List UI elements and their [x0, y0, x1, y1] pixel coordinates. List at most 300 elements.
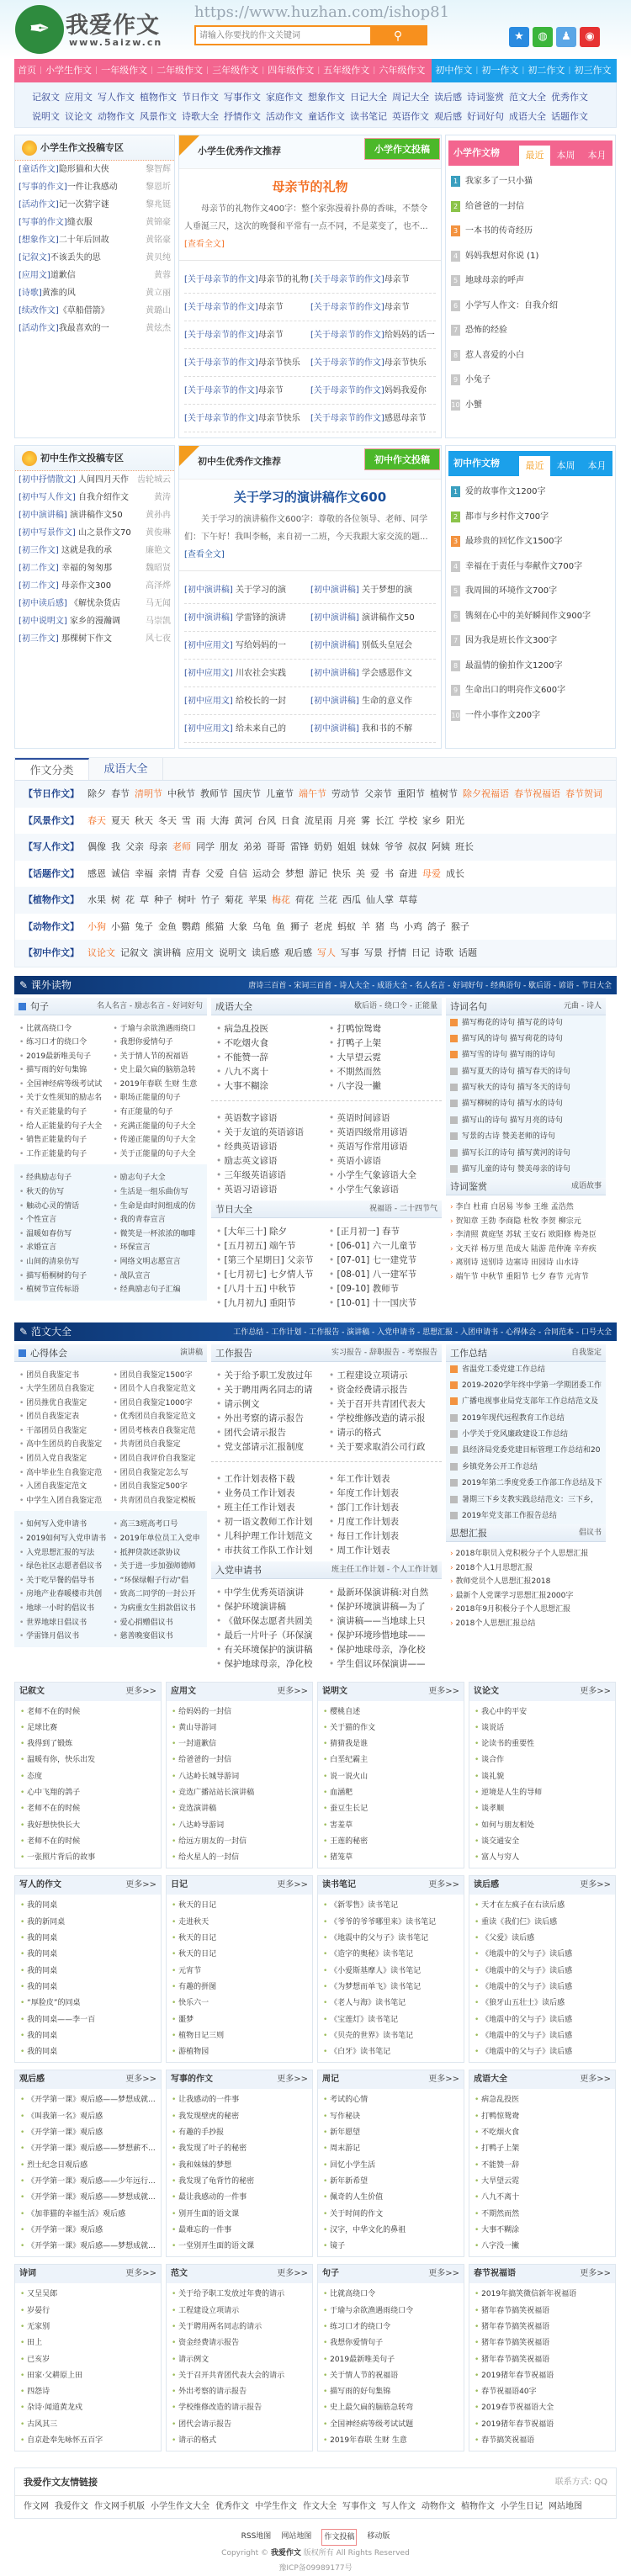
item-title[interactable]: 母亲节 — [257, 331, 284, 340]
category-link[interactable]: 梦想 — [285, 867, 304, 879]
category-link[interactable]: 小鸡 — [404, 920, 422, 932]
list-item[interactable]: • 关于聘用两名同志的请示 — [167, 2319, 312, 2335]
item-tag[interactable]: [关于母亲节的作文] — [184, 358, 258, 368]
category-link[interactable]: 小猫 — [111, 920, 130, 932]
item-title[interactable]: 二十年后回故 — [58, 236, 109, 245]
list-item[interactable]: • 快乐六一 — [167, 1996, 312, 2012]
category-link[interactable]: 花 — [125, 894, 135, 905]
list-item[interactable]: • 山间的清泉仿写 — [19, 1255, 111, 1269]
list-item[interactable]: • 说一说火山 — [318, 1769, 464, 1785]
item-title[interactable]: 2019年党支部工作报告总结 — [462, 1512, 557, 1521]
list-item[interactable]: • 《地震中的父与子》读后感 — [469, 2044, 615, 2060]
ranking-item[interactable] — [446, 219, 615, 244]
list-item[interactable]: • 团员入党自我鉴定 — [19, 1452, 111, 1466]
list-item[interactable]: • 《狼牙山五壮士》读后感 — [469, 1996, 615, 2012]
category-link[interactable]: 阿姨 — [432, 841, 450, 852]
category-link[interactable]: 老虎 — [314, 920, 332, 932]
category-link[interactable]: 兔子 — [135, 920, 153, 932]
category-link[interactable]: 说明文 — [219, 947, 247, 958]
category-link[interactable]: 中秋节 — [167, 788, 195, 799]
rank-title[interactable]: 一件小事作文200字 — [465, 710, 541, 720]
item-title[interactable]: 家乡的漫瀚调 — [66, 617, 120, 626]
item-tag[interactable]: [童话作文] — [19, 165, 59, 174]
box-title[interactable]: 句子 — [322, 2269, 339, 2279]
list-item[interactable]: • 足球比赛 — [15, 1720, 161, 1736]
list-item[interactable]: • 一封道歉信 — [167, 1736, 312, 1752]
category-link[interactable]: 写景 — [364, 947, 383, 958]
category-link[interactable]: 自信 — [229, 867, 247, 879]
item-tag[interactable]: [初中写人作文] — [19, 493, 76, 502]
list-item[interactable] — [184, 321, 310, 348]
panel-links[interactable]: 演讲稿 — [179, 1348, 203, 1357]
list-item[interactable]: • 重读《我们仨》读后感 — [469, 1915, 615, 1931]
rank-title[interactable]: 妈妈我想对你说 (1) — [465, 251, 539, 261]
list-item[interactable]: • 英语时间谚语 — [329, 1111, 439, 1126]
panel-title-text[interactable]: 入党申请书 — [215, 1564, 262, 1576]
friend-link[interactable]: 作文大全 — [303, 2502, 337, 2512]
list-item[interactable]: • 有趣的拼图 — [167, 1980, 312, 1996]
list-item[interactable]: • 关于女性须知的励志名 — [19, 1091, 111, 1105]
list-item[interactable]: • 关于要求取消公司行政 — [329, 1440, 439, 1455]
item-link[interactable] — [19, 630, 112, 648]
list-item[interactable]: • 经典英语谚语 — [216, 1140, 326, 1154]
category-link[interactable]: 月亮 — [337, 814, 356, 826]
list-item[interactable]: • 给火星人的一封信 — [167, 1850, 312, 1866]
list-item[interactable]: • 如何与朋友相处 — [469, 1818, 615, 1834]
list-item[interactable] — [310, 294, 437, 321]
item-link[interactable] — [19, 595, 120, 612]
list-item[interactable]: • 天才在左疯子在右读后感 — [469, 1898, 615, 1914]
box-title[interactable]: 议论文 — [474, 1686, 499, 1696]
friend-link[interactable]: 作文网手机版 — [94, 2502, 145, 2512]
search-input[interactable] — [196, 27, 370, 44]
list-item[interactable] — [446, 1411, 606, 1427]
more-link[interactable]: 更多>> — [125, 2269, 156, 2279]
list-item[interactable]: • 入党思想汇报的写法 — [19, 1546, 111, 1561]
subnav-link[interactable]: 成语大全 — [509, 111, 546, 122]
list-item[interactable] — [15, 559, 174, 577]
category-link[interactable]: 父亲 — [125, 841, 144, 852]
reading-links[interactable]: 唐诗三百首 - 宋词三百首 - 诗人大全 - 成语大全 - 名人名言 - 好词好句 - 经典语句 - 歇后语 - 谚语 - 节日大全 — [248, 982, 612, 990]
category-link[interactable]: 长江 — [375, 814, 394, 826]
category-link[interactable]: 教师节 — [200, 788, 228, 799]
list-item[interactable]: • 绿色社区志愿者倡议书 — [19, 1560, 111, 1574]
item-title[interactable]: 母亲节快乐 — [384, 358, 427, 368]
panel-title-text[interactable]: 工作报告 — [215, 1347, 252, 1359]
list-item[interactable]: • [07-01] 七一建党节 — [329, 1254, 439, 1268]
category-link[interactable]: 草 — [140, 894, 149, 905]
list-item[interactable]: • 我发现壁虎的秘密 — [167, 2109, 312, 2125]
list-item[interactable]: • 我想你爱情句子 — [114, 1036, 205, 1050]
list-item[interactable]: • 《开学第一课》观后感——梦想薪不... — [15, 2141, 161, 2157]
item-link[interactable] — [19, 542, 112, 559]
list-item[interactable]: › 离别诗 送别诗 边塞诗 田园诗 山水诗 — [446, 1256, 606, 1270]
item-title[interactable]: 《草船借箭》 — [58, 306, 109, 315]
category-link[interactable]: 狮子 — [290, 920, 309, 932]
featured-title[interactable]: 关于学习的演讲稿作文600 — [233, 490, 387, 505]
featured-title[interactable]: 母亲节的礼物 — [272, 179, 348, 194]
list-item[interactable]: • 打鸭惊鸳鸯 — [469, 2109, 615, 2125]
ranking-tab[interactable]: 本周 — [556, 460, 575, 471]
list-item[interactable] — [15, 595, 174, 612]
list-item[interactable] — [184, 687, 310, 714]
list-item[interactable]: • 新年愿望 — [318, 2125, 464, 2141]
list-item[interactable]: • 不能赞一辞 — [216, 1051, 326, 1065]
item-title[interactable]: 母亲作文300 — [58, 581, 112, 591]
item-link[interactable] — [19, 284, 76, 302]
panel-title[interactable] — [450, 1178, 487, 1195]
list-item[interactable]: • 保护环境演讲稿—为了 — [329, 1600, 439, 1614]
category-link[interactable]: 金鱼 — [158, 920, 177, 932]
nav-item[interactable]: 六年级作文 — [379, 65, 426, 76]
ranking-item[interactable] — [446, 294, 615, 319]
category-link[interactable]: 班长 — [455, 841, 474, 852]
subnav-link[interactable]: 活动作文 — [266, 111, 303, 122]
list-item[interactable]: • 一张照片背后的故事 — [15, 1850, 161, 1866]
item-tag[interactable]: [记叙文] — [19, 253, 50, 262]
rank-title[interactable]: 最温情的偷拍作文1200字 — [465, 660, 563, 671]
item-tag[interactable]: [关于母亲节的作文] — [184, 275, 258, 284]
list-item[interactable] — [310, 377, 437, 404]
footer-link[interactable]: 网站地图 — [281, 2532, 312, 2542]
list-item[interactable]: • 猪年春节搞笑祝福语 — [469, 2335, 615, 2351]
list-item[interactable] — [184, 349, 310, 376]
item-tag[interactable]: [关于母亲节的作文] — [310, 386, 384, 395]
item-title[interactable]: 小学关于党风廉政建设工作总结 — [462, 1430, 569, 1439]
list-item[interactable]: • 业务员工作计划表 — [216, 1487, 326, 1501]
list-item[interactable]: • 我的同桌 — [15, 2028, 161, 2044]
list-item[interactable]: • 描写雨的好句集锦 — [19, 1063, 111, 1078]
submit-essay-button[interactable]: 初中作文投稿 — [364, 448, 440, 470]
item-link[interactable] — [19, 320, 109, 337]
list-item[interactable]: › 2018年职员入党积极分子个人思想汇报 — [446, 1547, 606, 1561]
item-tag[interactable]: [初中写景作文] — [19, 528, 76, 538]
list-item[interactable]: • 团员自我鉴定表 — [19, 1410, 111, 1424]
box-title[interactable]: 范文 — [171, 2269, 188, 2279]
category-link[interactable]: 家乡 — [422, 814, 441, 826]
subnav-link[interactable]: 诗歌大全 — [182, 111, 219, 122]
item-link[interactable] — [19, 267, 76, 284]
category-link[interactable]: 春节祝福语 — [514, 788, 560, 799]
panel-links[interactable]: 元曲 - 诗人 — [564, 1001, 602, 1010]
category-link[interactable]: 兰花 — [319, 894, 337, 905]
list-item[interactable]: • 《加菲猫的幸福生活》观后感 — [15, 2207, 161, 2223]
list-item[interactable]: • 《白牙》读书笔记 — [318, 2044, 464, 2060]
item-title[interactable]: 黄淮的风 — [41, 289, 76, 298]
list-item[interactable]: • 春节搞笑祝福语 — [469, 2433, 615, 2449]
list-item[interactable] — [15, 612, 174, 630]
list-item[interactable]: • 给妈妈的一封信 — [167, 1704, 312, 1720]
list-item[interactable]: • 大事不糊涂 — [216, 1079, 326, 1094]
category-link[interactable]: 游记 — [309, 867, 327, 879]
more-link[interactable]: 更多>> — [277, 1880, 308, 1890]
list-item[interactable] — [15, 302, 174, 320]
list-item[interactable]: • 2019年春联 生财 生意 — [318, 2433, 464, 2449]
list-item[interactable]: • 有关正能量的句子 — [19, 1105, 111, 1120]
friend-link[interactable]: 动物作文 — [422, 2502, 455, 2512]
list-item[interactable]: • 考试的心情 — [318, 2092, 464, 2108]
list-item[interactable]: • 自京赴奉先咏怀五百字 — [15, 2433, 161, 2449]
list-item[interactable] — [310, 687, 437, 714]
item-title[interactable]: 生命的意义作 — [358, 697, 412, 706]
list-item[interactable]: › 李白 杜甫 白居易 岑参 王维 孟浩然 — [446, 1201, 606, 1215]
list-item[interactable]: • 竞选演讲稿 — [167, 1801, 312, 1817]
item-title[interactable]: 乡镇党务公开工作总结 — [462, 1462, 538, 1471]
footer-site-name[interactable]: 我爱作文 — [270, 2549, 301, 2558]
list-item[interactable]: • 请示的格式 — [167, 2433, 312, 2449]
category-link[interactable]: 朋友 — [220, 841, 238, 852]
list-item[interactable]: • [08-01] 八一建军节 — [329, 1268, 439, 1282]
category-link[interactable]: 感恩 — [87, 867, 106, 879]
friend-link[interactable]: 小学生作文大全 — [151, 2502, 209, 2512]
category-link[interactable]: 春节贺词 — [565, 788, 602, 799]
item-title[interactable]: 母亲节的礼物 — [257, 275, 309, 284]
list-item[interactable]: • 资金经费请示报告 — [329, 1383, 439, 1397]
item-title[interactable]: 描写风的诗句 描写荷花的诗句 — [462, 1034, 563, 1043]
list-item[interactable]: • 传递正能量的句子大全 — [114, 1133, 205, 1148]
ranking-item[interactable] — [446, 268, 615, 294]
list-item[interactable]: • 逆境是人生的导师 — [469, 1785, 615, 1801]
item-tag[interactable]: [关于母亲节的作文] — [310, 275, 384, 284]
category-link[interactable]: 植树节 — [430, 788, 458, 799]
panel-title-text[interactable]: 工作总结 — [450, 1347, 487, 1359]
item-link[interactable] — [19, 489, 129, 506]
list-item[interactable] — [184, 266, 310, 293]
list-item[interactable]: • 《做环保志愿者共圆美 — [216, 1614, 326, 1629]
item-tag[interactable]: [初中应用文] — [184, 697, 233, 706]
list-item[interactable]: • 《地震中的父与子》读书笔记 — [318, 1931, 464, 1947]
ranking-tab[interactable]: 最近 — [519, 456, 550, 476]
list-item[interactable]: • 《老人与海》读书笔记 — [318, 1996, 464, 2012]
category-label[interactable]: 【动物作文】 — [24, 920, 79, 932]
rank-title[interactable]: 镌刻在心中的美好瞬间作文900字 — [465, 611, 591, 621]
list-item[interactable]: • 年度工作计划表 — [329, 1487, 439, 1501]
item-link[interactable] — [19, 559, 112, 577]
list-item[interactable]: • [06-01] 六一儿童节 — [329, 1239, 439, 1254]
list-item[interactable]: • 我心中的平安 — [469, 1704, 615, 1720]
list-item[interactable]: • 打鸭子上架 — [329, 1036, 439, 1051]
list-item[interactable] — [310, 632, 437, 659]
category-link[interactable]: 同学 — [196, 841, 215, 852]
ranking-tab[interactable]: 本月 — [587, 150, 607, 161]
item-tag[interactable]: [想象作文] — [19, 236, 59, 245]
list-item[interactable]: • 我得到了锻炼 — [15, 1736, 161, 1752]
item-title[interactable]: 给校长的一封 — [232, 697, 286, 706]
list-item[interactable]: • 《开学第一课》观后感——少年远行... — [15, 2174, 161, 2190]
list-item[interactable]: • 2019如何写入党申请书 — [19, 1532, 111, 1546]
item-title[interactable]: 母亲节 — [257, 386, 284, 395]
nav-item[interactable]: 小学生作文 — [45, 65, 93, 76]
read-more-link[interactable]: [查看全文] — [184, 240, 225, 249]
item-tag[interactable]: [初三作文] — [19, 546, 59, 555]
item-title[interactable]: 县经济局党委党建目标管理工作总结和20 — [462, 1446, 601, 1455]
list-item[interactable]: • 已亥岁 — [15, 2352, 161, 2368]
list-item[interactable]: • 学校维修改造的请示报告 — [167, 2400, 312, 2416]
list-item[interactable]: • 《爷爷的爷爷哪里来》读书笔记 — [318, 1915, 464, 1931]
item-tag[interactable]: [关于母亲节的作文] — [184, 303, 258, 312]
category-link[interactable]: 父爱 — [205, 867, 224, 879]
list-item[interactable]: • 外出考察的请示报告 — [216, 1412, 326, 1426]
category-label[interactable]: 【初中作文】 — [24, 947, 79, 958]
list-item[interactable]: • 每日工作计划表 — [329, 1529, 439, 1544]
list-item[interactable]: • 团员自我评价自我鉴定 — [114, 1452, 205, 1466]
list-item[interactable]: • 《造字的奥秘》读书笔记 — [318, 1947, 464, 1963]
category-link[interactable]: 秋天 — [135, 814, 153, 826]
category-link[interactable]: 书 — [384, 867, 394, 879]
category-link[interactable]: 乌龟 — [252, 920, 271, 932]
category-link[interactable]: 抒情 — [388, 947, 406, 958]
list-item[interactable] — [15, 630, 174, 648]
search-button[interactable] — [370, 27, 426, 44]
item-link[interactable] — [19, 506, 123, 524]
list-item[interactable]: • 给爸爸的一封信 — [167, 1752, 312, 1768]
list-item[interactable]: • 植树节宣传标语 — [19, 1283, 111, 1297]
list-item[interactable] — [15, 506, 174, 524]
item-tag[interactable]: [初中应用文] — [184, 669, 233, 678]
list-item[interactable]: • 有正能量的句子 — [114, 1105, 205, 1120]
list-item[interactable]: • 血涵粑 — [318, 1785, 464, 1801]
list-item[interactable]: • 三年级英语谚语 — [216, 1169, 326, 1183]
category-link[interactable]: 树叶 — [178, 894, 196, 905]
item-title[interactable]: 山之景作文70 — [75, 528, 131, 538]
list-item[interactable]: • 2019最新唯美句子 — [318, 2352, 464, 2368]
list-item[interactable]: • 八九不离十 — [216, 1065, 326, 1079]
item-title[interactable]: 母亲节快乐 — [257, 414, 300, 423]
list-item[interactable] — [310, 604, 437, 631]
list-item[interactable]: • 猪年春节搞笑祝福语 — [469, 2319, 615, 2335]
list-item[interactable]: • 写作秘诀 — [318, 2109, 464, 2125]
item-title[interactable]: 关于梦想的演 — [358, 586, 412, 595]
panel-title[interactable] — [215, 1201, 252, 1217]
list-item[interactable]: • 竞选广播站站长演讲稿 — [167, 1785, 312, 1801]
item-tag[interactable]: [初中抒情散文] — [19, 475, 76, 485]
list-item[interactable] — [446, 1162, 606, 1178]
subnav-link[interactable]: 读后感 — [434, 92, 462, 103]
list-item[interactable]: • [大年三十] 除夕 — [216, 1225, 326, 1239]
category-link[interactable]: 母爱 — [422, 867, 441, 879]
category-link[interactable]: 亲情 — [158, 867, 177, 879]
pen-logo-icon[interactable]: ✒ — [15, 5, 64, 54]
item-title[interactable]: 川农社会实践 — [232, 669, 286, 678]
item-title[interactable]: 学会感恩作文 — [358, 669, 412, 678]
list-item[interactable]: › 2018个人思想汇报总结 — [446, 1617, 606, 1631]
category-link[interactable]: 议论文 — [87, 947, 115, 958]
item-title[interactable]: 学雷锋的演讲 — [232, 613, 286, 623]
list-item[interactable]: • 市扶贫工作队工作计划 — [216, 1544, 326, 1558]
list-item[interactable]: • 团员自我鉴定书 — [19, 1369, 111, 1383]
list-item[interactable]: • 我的同桌 — [15, 1964, 161, 1980]
rank-title[interactable]: 给爸爸的一封信 — [465, 201, 524, 211]
category-link[interactable]: 大海 — [210, 814, 229, 826]
list-item[interactable]: • 部门工作计划表 — [329, 1501, 439, 1515]
category-link[interactable]: 哥哥 — [267, 841, 285, 852]
item-title[interactable]: 母亲节 — [384, 275, 410, 284]
list-item[interactable]: • 猪年春节搞笑祝福语 — [469, 2352, 615, 2368]
list-item[interactable]: • 我的青春宣言 — [114, 1213, 205, 1227]
category-link[interactable]: 弟弟 — [243, 841, 262, 852]
item-title[interactable]: 演讲稿作文50 — [66, 511, 123, 520]
category-tab[interactable]: 作文分类 — [15, 758, 89, 780]
ranking-tab[interactable]: 本月 — [587, 460, 607, 471]
category-link[interactable]: 奋进 — [399, 867, 417, 879]
list-item[interactable]: • 班主任工作计划表 — [216, 1501, 326, 1515]
item-title[interactable]: 描写夏天的诗句 描写春天的诗句 — [462, 1067, 570, 1076]
list-item[interactable]: • 不吃烟火食 — [216, 1036, 326, 1051]
nav-item[interactable]: 一年级作文 — [101, 65, 148, 76]
item-title[interactable]: 描写梅花的诗句 描写花的诗句 — [462, 1018, 563, 1027]
ranking-item[interactable] — [446, 654, 615, 679]
category-link[interactable]: 记叙文 — [120, 947, 148, 958]
box-title[interactable]: 读后感 — [474, 1880, 499, 1890]
ranking-item[interactable] — [446, 393, 615, 418]
list-item[interactable]: • 猜猜我是谁 — [318, 1736, 464, 1752]
panel-links[interactable]: 祝福语 - 二十四节气 — [369, 1204, 437, 1213]
list-item[interactable] — [15, 524, 174, 542]
more-link[interactable]: 更多>> — [580, 1686, 611, 1696]
box-title[interactable]: 成语大全 — [474, 2075, 507, 2085]
list-item[interactable]: • 保护环境珍惜地球—— — [329, 1629, 439, 1643]
list-item[interactable]: • 于瑜与余欲渔遇雨绕口令 — [318, 2303, 464, 2319]
category-link[interactable]: 奶奶 — [314, 841, 332, 852]
list-item[interactable] — [184, 405, 310, 432]
list-item[interactable]: • 比就高绕口令 — [19, 1022, 111, 1036]
list-item[interactable]: • 触动心灵的情话 — [19, 1200, 111, 1214]
list-item[interactable]: • 史上最欠扁的脑筋急转弯 — [318, 2400, 464, 2416]
item-tag[interactable]: [关于母亲节的作文] — [184, 414, 258, 423]
list-item[interactable]: • 团员自我鉴定1000字 — [114, 1397, 205, 1411]
panel-title[interactable] — [19, 1344, 67, 1361]
nav-item[interactable]: 初一作文 — [481, 65, 519, 76]
panel-links[interactable]: 实习报告 - 辞职报告 - 考察报告 — [331, 1348, 437, 1357]
item-tag[interactable]: [初中说明文] — [19, 617, 67, 626]
item-tag[interactable]: [初二作文] — [19, 564, 59, 573]
list-item[interactable]: • 打鸭惊鸳鸯 — [329, 1022, 439, 1036]
list-item[interactable]: • 2019猪年春节祝福语 — [469, 2417, 615, 2433]
list-item[interactable]: • 高中毕业生自我鉴定范 — [19, 1466, 111, 1481]
list-item[interactable]: • 我的新同桌 — [15, 1915, 161, 1931]
list-item[interactable]: • 描写雨的好句集锦 — [318, 2384, 464, 2400]
list-item[interactable]: • [09-10] 教师节 — [329, 1282, 439, 1296]
item-tag[interactable]: [初中演讲稿] — [310, 669, 359, 678]
item-title[interactable]: 缝衣服 — [66, 218, 93, 227]
list-item[interactable]: • [10-01] 十一国庆节 — [329, 1296, 439, 1311]
list-item[interactable]: • 不能赞一辞 — [469, 2158, 615, 2174]
list-item[interactable]: • 别开生面的语文课 — [167, 2207, 312, 2223]
list-item[interactable]: • [七月初七] 七夕情人节 — [216, 1268, 326, 1282]
list-item[interactable]: • 无家别 — [15, 2319, 161, 2335]
list-item[interactable]: • 论读书的重要性 — [469, 1736, 615, 1752]
friend-link[interactable]: 写人作文 — [382, 2502, 416, 2512]
rank-title[interactable]: 地球母亲的呼声 — [465, 276, 524, 285]
category-link[interactable]: 诚信 — [111, 867, 130, 879]
list-item[interactable]: • 《新零售》读书笔记 — [318, 1898, 464, 1914]
category-link[interactable]: 诗歌 — [435, 947, 453, 958]
item-tag[interactable]: [写事的作文] — [19, 183, 67, 192]
list-item[interactable]: • 谈合作 — [469, 1752, 615, 1768]
category-link[interactable]: 鸽子 — [427, 920, 446, 932]
rank-title[interactable]: 惹人喜爱的小白 — [465, 350, 524, 360]
list-item[interactable]: • 关于情人节的祝福语 — [114, 1050, 205, 1064]
ranking-item[interactable] — [446, 169, 615, 194]
item-link[interactable] — [19, 161, 109, 178]
list-item[interactable]: • 微笑是一杯浓浓的咖啡 — [114, 1227, 205, 1242]
icp-number[interactable]: 豫ICP备09989177号 — [278, 2564, 353, 2573]
category-link[interactable]: 妹妹 — [361, 841, 379, 852]
list-item[interactable]: • 温暖如春仿写 — [19, 1227, 111, 1242]
list-item[interactable]: • 团代会请示报告 — [216, 1426, 326, 1440]
category-link[interactable]: 观后感 — [284, 947, 312, 958]
subnav-link[interactable]: 观后感 — [434, 111, 462, 122]
